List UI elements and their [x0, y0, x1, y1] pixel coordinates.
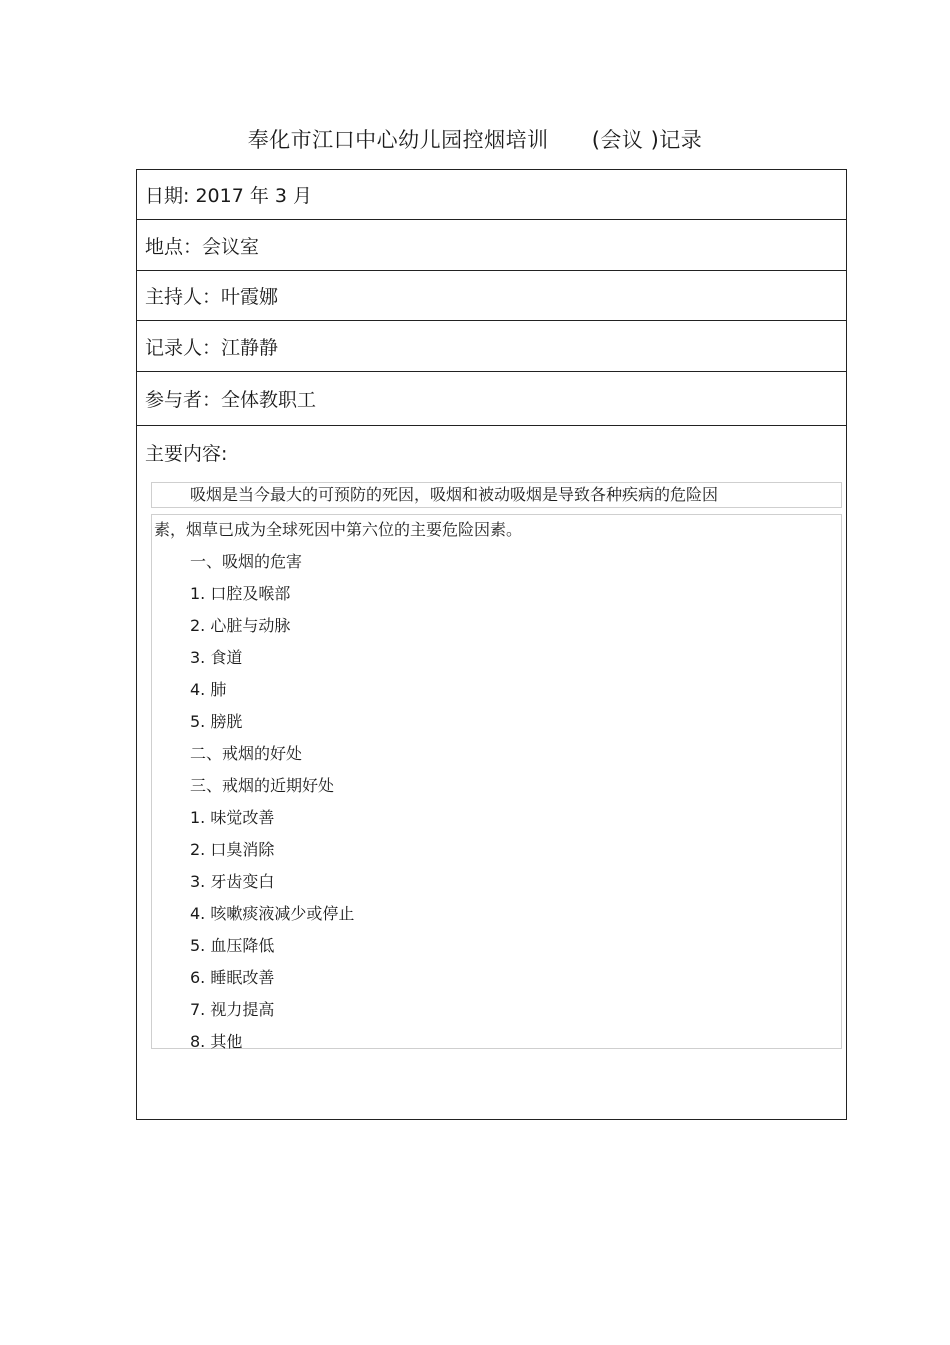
list-item: 1. 口腔及喉部 [190, 584, 291, 603]
paragraph-line-2: 素，烟草已成为全球死因中第六位的主要危险因素。 [154, 520, 523, 539]
list-item: 5. 血压降低 [190, 936, 275, 955]
list-item: 4. 肺 [190, 680, 227, 699]
list-item: 一、吸烟的危害 [190, 552, 303, 571]
document-title: 奉化市江口中心幼儿园控烟培训 (会议 )记录 [247, 128, 703, 152]
list-item: 2. 口臭消除 [190, 840, 275, 859]
list-item: 3. 食道 [190, 648, 243, 667]
content-body [151, 514, 842, 1049]
list-item: 6. 睡眠改善 [190, 968, 275, 987]
list-item: 4. 咳嗽痰液减少或停止 [190, 904, 355, 923]
place-field: 地点：会议室 [137, 220, 846, 271]
list-item: 7. 视力提高 [190, 1000, 275, 1019]
list-item: 1. 味觉改善 [190, 808, 275, 827]
paragraph-line-1: 吸烟是当今最大的可预防的死因，吸烟和被动吸烟是导致各种疾病的危险因 [151, 482, 842, 508]
content-label: 主要内容: [145, 443, 228, 465]
participants-field: 参与者：全体教职工 [137, 372, 846, 426]
list-item: 5. 膀胱 [190, 712, 243, 731]
list-item: 3. 牙齿变白 [190, 872, 275, 891]
record-table [136, 169, 847, 1120]
list-item: 8. 其他 [190, 1032, 243, 1051]
list-item: 三、戒烟的近期好处 [190, 776, 335, 795]
host-field: 主持人：叶霞娜 [137, 271, 846, 321]
list-item: 2. 心脏与动脉 [190, 616, 291, 635]
list-item: 二、戒烟的好处 [190, 744, 303, 763]
recorder-field: 记录人：江静静 [137, 321, 846, 372]
date-field: 日期: 2017 年 3 月 [137, 170, 846, 220]
